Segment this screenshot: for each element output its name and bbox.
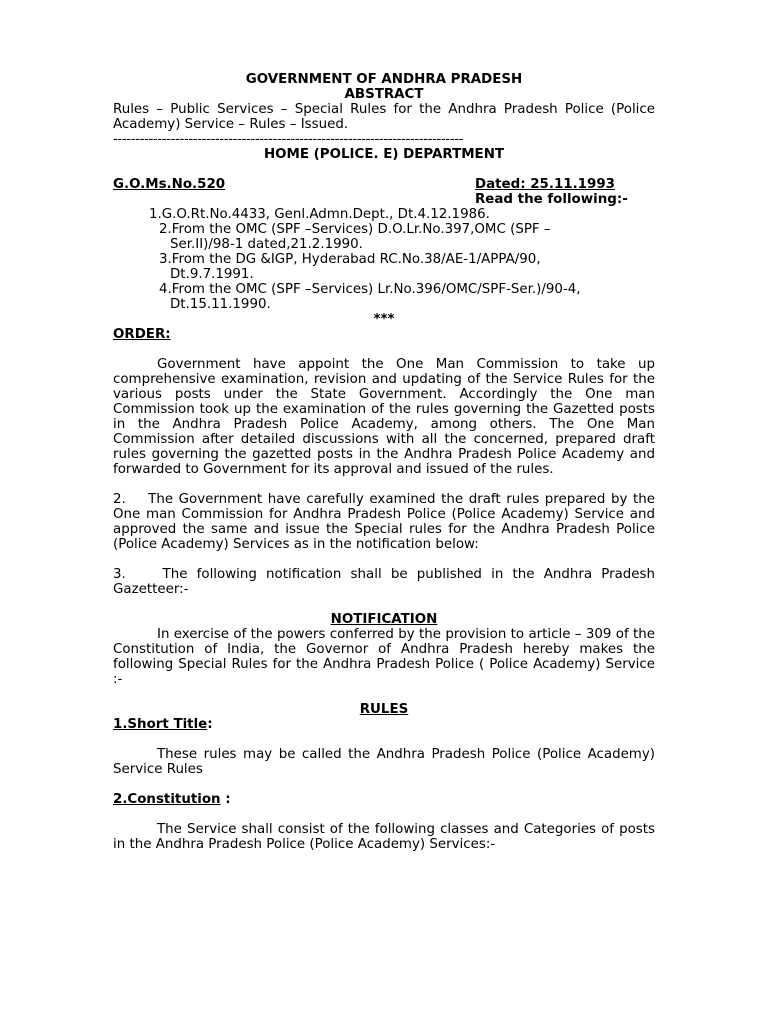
government-title: GOVERNMENT OF ANDHRA PRADESH [245,72,523,87]
go-number-row [113,177,655,192]
notification-heading: NOTIFICATION [330,612,438,627]
document-body [113,72,660,852]
rules-heading: RULES [359,702,409,717]
go-date: Dated: 25.11.1993 [475,177,615,192]
reference-item: 1.G.O.Rt.No.4433, Genl.Admn.Dept., Dt.4.12.1986. [149,207,490,222]
constitution-text: The Service shall consist of the following classes and Categories of posts in the Andhra Pradesh Police (Police Academy) Services:- [113,822,655,852]
asterisk-divider: *** [373,312,395,327]
order-heading: ORDER: [113,327,171,342]
go-number: G.O.Ms.No.520 [113,177,226,192]
separator-line: ------------------------------------------------------------------------------- [113,132,464,147]
notification-text: In exercise of the powers conferred by the provision to article – 309 of the Constitution of India, the Governor of Andhra Pradesh hereby makes the following Special Rules for the Andhra Pradesh Police ( Police Academy) Service :- [113,627,655,687]
short-title-heading: 1.Short Title: [113,717,213,732]
constitution-heading: 2.Constitution : [113,792,231,807]
order-paragraph-2: 2. The Government have carefully examined the draft rules prepared by the One man Commission for Andhra Pradesh Police (Police Academy) Service and approved the same and issue the Special rules for the Andhra Pradesh Police (Police Academy) Services as in the notification below: [113,492,660,552]
order-paragraph-3: 3. The following notification shall be published in the Andhra Pradesh Gazetteer:- [113,567,660,597]
reference-list [113,207,655,312]
short-title-text: These rules may be called the Andhra Pradesh Police (Police Academy) Service Rules [113,747,655,777]
order-paragraph-1: Government have appoint the One Man Commission to take up comprehensive examination, revision and updating of the Service Rules for the various posts under the State Government. Accordingly the One man Commission took up the examination of the rules governing the Gazetted posts in the Andhra Pradesh Police Academy, among others. The One Man Commission after detailed discussions with all the concerned, prepared draft rules governing the gazetted posts in the Andhra Pradesh Police Academy and forwarded to Government for its approval and issued of the rules. [113,357,655,477]
subject-line: Rules – Public Services – Special Rules for the Andhra Pradesh Police (Police Academy) Service – Rules – Issued. [113,102,655,132]
reference-item: 2.From the OMC (SPF –Services) D.O.Lr.No.397,OMC (SPF – Ser.II)/98-1 dated,21.2.1990. [159,222,551,252]
abstract-title: ABSTRACT [344,87,424,102]
reference-item: 4.From the OMC (SPF –Services) Lr.No.396/OMC/SPF-Ser.)/90-4, Dt.15.11.1990. [159,282,581,312]
reference-item: 3.From the DG &IGP, Hyderabad RC.No.38/AE-1/APPA/90, Dt.9.7.1991. [159,252,541,282]
read-following: Read the following:- [475,192,628,207]
department-title: HOME (POLICE. E) DEPARTMENT [263,147,505,162]
